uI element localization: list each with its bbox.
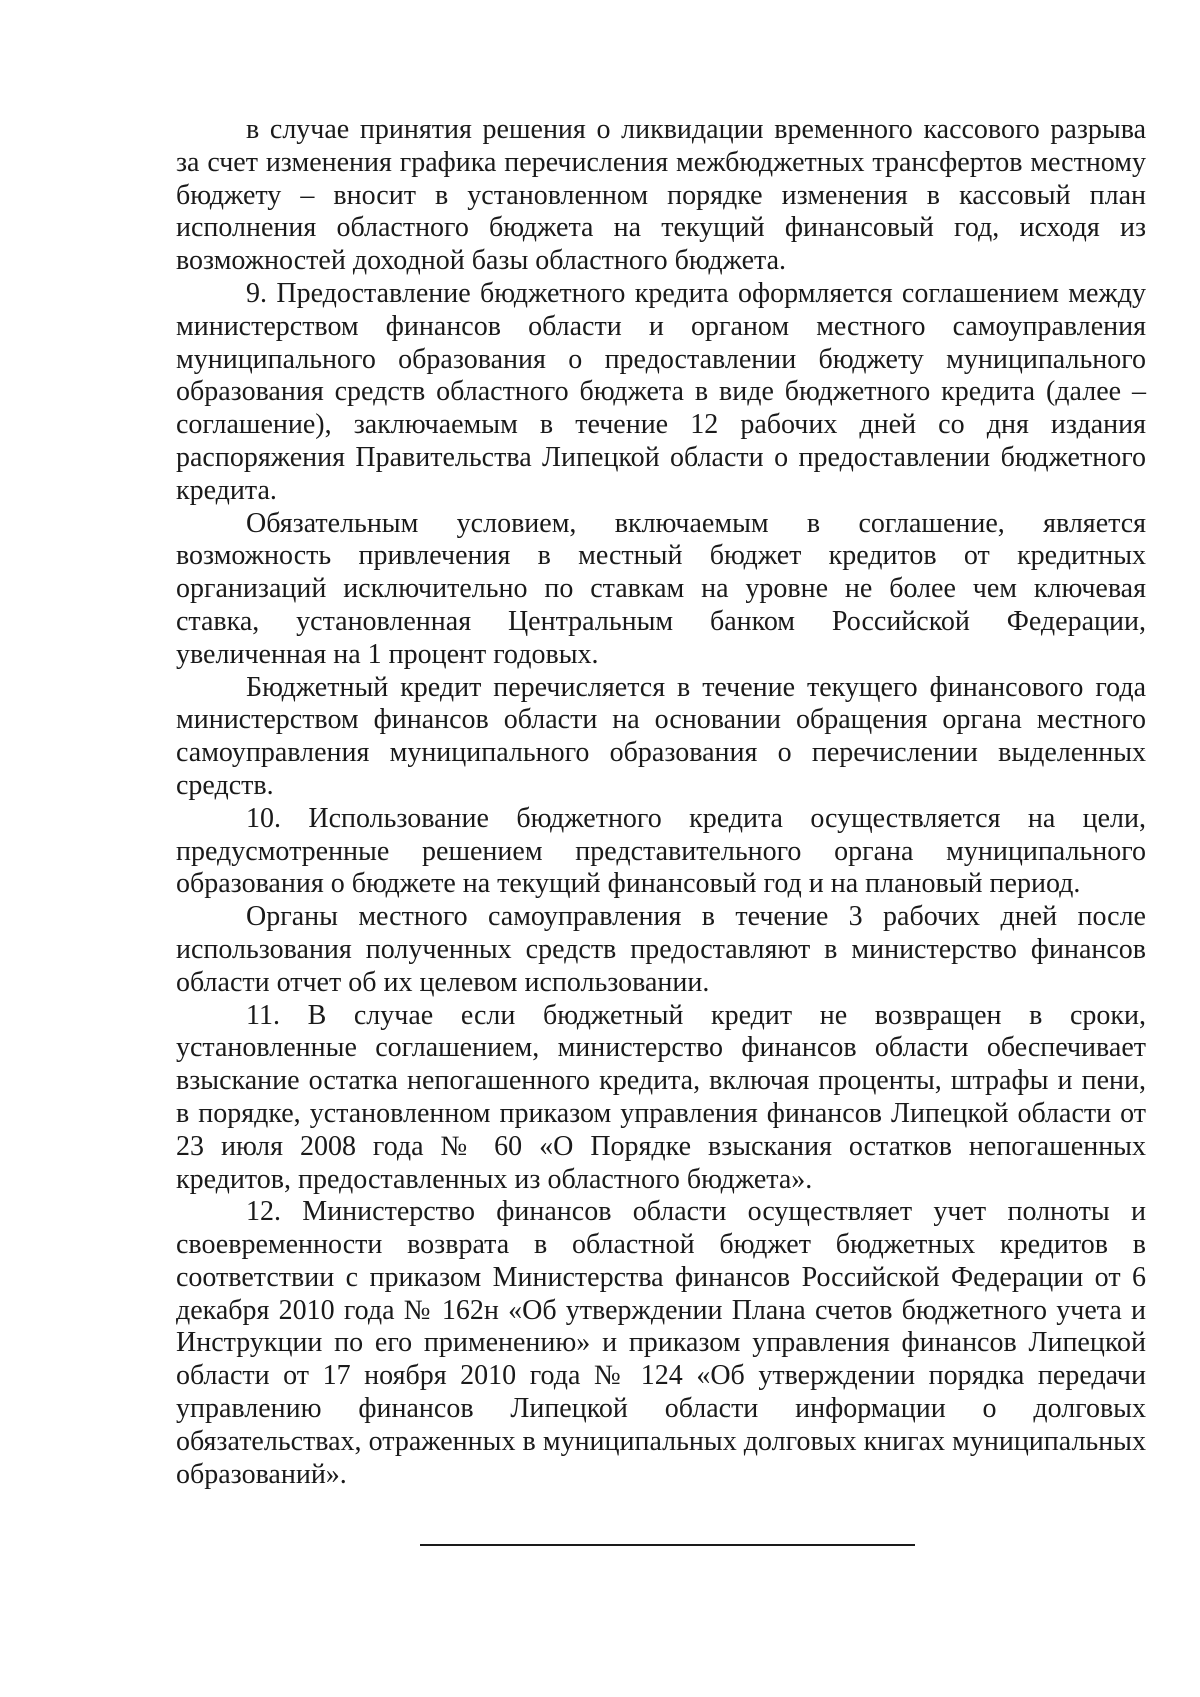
document-body [176, 114, 1146, 1491]
paragraph-credit-transfer: Бюджетный кредит перечисляется в течение текущего финансового года министерством финансов области на основании обращения органа местного самоуправления муниципального образования о перечислении выделенных средств. [176, 671, 1146, 801]
paragraph-item-10: 10. Использование бюджетного кредита осуществляется на цели, предусмотренные решением представительного органа муниципального образования о бюджете на текущий финансовый год и на плановый период. [176, 802, 1146, 900]
paragraph-mandatory-condition: Обязательным условием, включаемым в соглашение, является возможность привлечения в местный бюджет кредитов от кредитных организаций исключительно по ставкам на уровне не более чем ключевая ставка, установленная Центральным банком Российской Федерации, увеличенная на 1 процент годовых. [176, 507, 1146, 670]
paragraph-cash-gap: в случае принятия решения о ликвидации временного кассового разрыва за счет изменения графика перечисления межбюджетных трансфертов местному бюджету – вносит в установленном порядке изменения в кассовый план исполнения областного бюджета на текущий финансовый год, исходя из возможностей доходной базы областного бюджета. [176, 114, 1146, 277]
paragraph-item-11: 11. В случае если бюджетный кредит не возвращен в сроки, установленные соглашением, министерство финансов области обеспечивает взыскание остатка непогашенного кредита, включая проценты, штрафы и пени, в порядке, установленном приказом управления финансов Липецкой области от 23 июля 2008 года № 60 «О Порядке взыскания остатков непогашенных кредитов, предоставленных из областного бюджета». [176, 999, 1146, 1195]
paragraph-usage-report: Органы местного самоуправления в течение 3 рабочих дней после использования полученных средств предоставляют в министерство финансов области отчет об их целевом использовании. [176, 901, 1146, 998]
paragraph-item-9: 9. Предоставление бюджетного кредита оформляется соглашением между министерством финансов области и органом местного самоуправления муниципального образования о предоставлении бюджету муниципального образования средств областного бюджета в виде бюджетного кредита (далее – соглашение), заключаемым в течение 12 рабочих дней со дня издания распоряжения Правительства Липецкой области о предоставлении бюджетного кредита. [176, 277, 1146, 506]
end-divider-line [420, 1544, 915, 1546]
paragraph-item-12: 12. Министерство финансов области осуществляет учет полноты и своевременности возврата в областной бюджет бюджетных кредитов в соответствии с приказом Министерства финансов Российской Федерации от 6 декабря 2010 года № 162н «Об утверждении Плана счетов бюджетного учета и Инструкции по его применению» и приказом управления финансов Липецкой области от 17 ноября 2010 года № 124 «Об утверждении порядка передачи управлению финансов Липецкой области информации о долговых обязательствах, отраженных в муниципальных долговых книгах муниципальных образований». [176, 1196, 1146, 1490]
